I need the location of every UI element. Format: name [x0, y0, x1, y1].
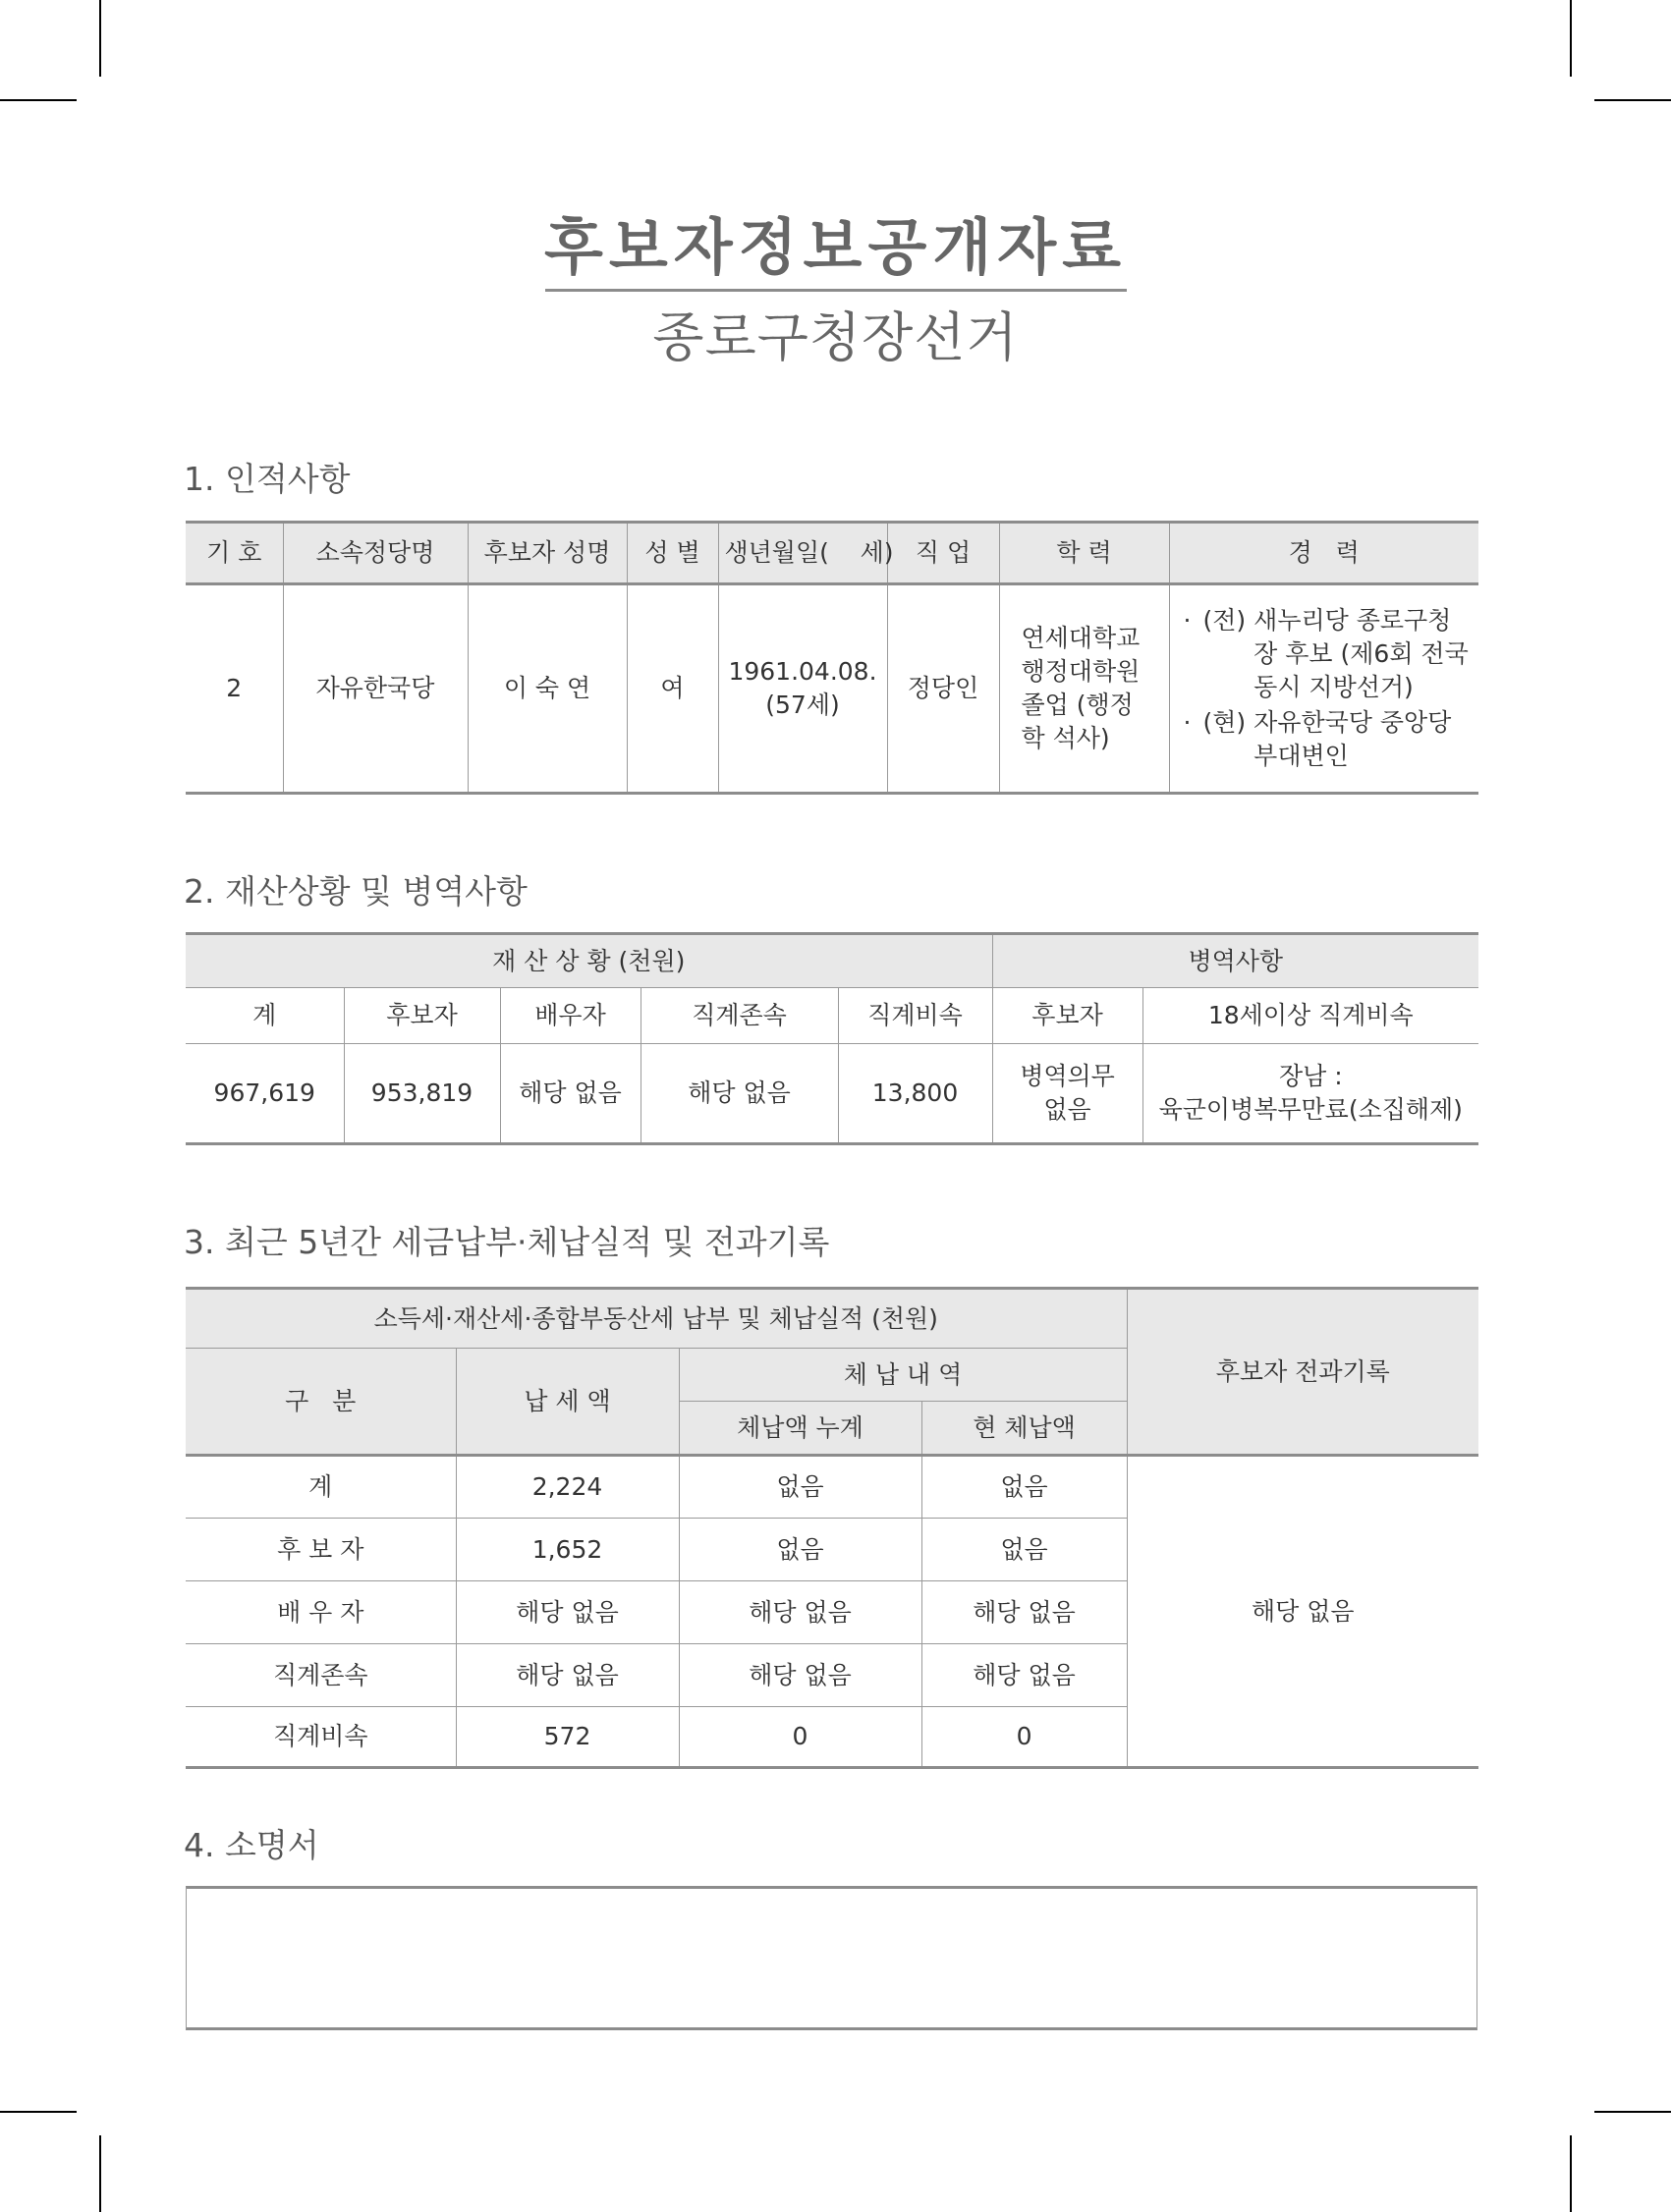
cell-military-descendants	[1142, 1044, 1478, 1144]
header-number: 기 호	[186, 523, 283, 584]
header-candidate: 후보자	[344, 988, 500, 1044]
career-item	[1184, 604, 1470, 704]
cell-total: 967,619	[186, 1044, 344, 1144]
cell-category: 후 보 자	[186, 1519, 456, 1581]
crop-mark-bottom-left-horizontal	[0, 2111, 77, 2113]
header-paid: 납 세 액	[456, 1349, 679, 1456]
tax-criminal-table	[186, 1287, 1478, 1769]
section-heading-personal: 1. 인적사항	[184, 460, 351, 498]
cell-education: 연세대학교 행정대학원 졸업 (행정학 석사)	[999, 584, 1169, 794]
section-heading-statement: 4. 소명서	[184, 1826, 319, 1864]
header-spouse: 배우자	[500, 988, 641, 1044]
birth-date: 1961.04.08.	[728, 657, 877, 686]
military-descendant-relation: 장남 :	[1278, 1062, 1343, 1090]
bullet-icon: ·	[1183, 708, 1192, 737]
cell-spouse: 해당 없음	[500, 1044, 641, 1144]
cell-arrears-cumulative: 0	[679, 1707, 921, 1768]
header-category: 구 분	[186, 1349, 456, 1456]
title-divider	[545, 289, 1127, 292]
cell-arrears-current: 해당 없음	[921, 1581, 1127, 1644]
career-text: 새누리당 종로구청장 후보 (제6회 전국동시 지방선거)	[1253, 606, 1469, 701]
cell-criminal-record: 해당 없음	[1127, 1456, 1478, 1768]
cell-birth	[718, 584, 887, 794]
table-header-row	[186, 988, 1478, 1044]
table-row	[186, 1044, 1478, 1144]
career-item	[1184, 706, 1470, 773]
cell-paid: 2,224	[456, 1456, 679, 1519]
cell-category: 직계비속	[186, 1707, 456, 1768]
crop-mark-top-right-vertical	[1570, 0, 1572, 77]
crop-mark-bottom-right-vertical	[1570, 2135, 1572, 2212]
header-descendants: 직계비속	[838, 988, 992, 1044]
cell-arrears-current: 없음	[921, 1456, 1127, 1519]
header-ascendants: 직계존속	[641, 988, 838, 1044]
header-party: 소속정당명	[283, 523, 468, 584]
cell-candidate: 953,819	[344, 1044, 500, 1144]
header-name: 후보자 성명	[468, 523, 627, 584]
assets-military-table	[186, 932, 1478, 1145]
header-gender: 성 별	[627, 523, 718, 584]
cell-arrears-cumulative: 해당 없음	[679, 1644, 921, 1707]
section-heading-assets-military: 2. 재산상황 및 병역사항	[184, 872, 528, 911]
header-total: 계	[186, 988, 344, 1044]
cell-arrears-cumulative: 없음	[679, 1519, 921, 1581]
statement-box	[186, 1886, 1477, 2030]
cell-party: 자유한국당	[283, 584, 468, 794]
career-text: 자유한국당 중앙당 부대변인	[1253, 708, 1452, 770]
cell-arrears-current: 0	[921, 1707, 1127, 1768]
header-tax-group: 소득세·재산세·종합부동산세 납부 및 체납실적 (천원)	[186, 1289, 1127, 1349]
cell-job: 정당인	[887, 584, 999, 794]
document-subtitle: 종로구청장선거	[652, 306, 1019, 368]
cell-arrears-cumulative: 없음	[679, 1456, 921, 1519]
cell-military-candidate: 병역의무 없음	[992, 1044, 1142, 1144]
career-tag: (전)	[1202, 606, 1247, 635]
cell-number: 2	[186, 584, 283, 794]
table-header-row	[186, 523, 1478, 584]
cell-paid: 해당 없음	[456, 1581, 679, 1644]
table-group-header-row	[186, 934, 1478, 988]
cell-paid: 1,652	[456, 1519, 679, 1581]
table-group-header-row	[186, 1289, 1478, 1349]
cell-career	[1169, 584, 1478, 794]
cell-category: 계	[186, 1456, 456, 1519]
cell-ascendants: 해당 없음	[641, 1044, 838, 1144]
header-military-group: 병역사항	[992, 934, 1478, 988]
header-education: 학 력	[999, 523, 1169, 584]
header-arrears-current: 현 체납액	[921, 1402, 1127, 1456]
military-descendant-status: 육군이병복무만료(소집해제)	[1158, 1095, 1463, 1124]
cell-arrears-current: 없음	[921, 1519, 1127, 1581]
table-row	[186, 584, 1478, 794]
career-tag: (현)	[1202, 708, 1247, 737]
header-military-candidate: 후보자	[992, 988, 1142, 1044]
cell-gender: 여	[627, 584, 718, 794]
cell-descendants: 13,800	[838, 1044, 992, 1144]
personal-info-table	[186, 521, 1478, 795]
header-job: 직 업	[887, 523, 999, 584]
header-arrears-group: 체 납 내 역	[679, 1349, 1127, 1402]
crop-mark-top-left-horizontal	[0, 99, 77, 101]
cell-arrears-current: 해당 없음	[921, 1644, 1127, 1707]
age: (57세)	[765, 691, 840, 719]
section-heading-tax-criminal: 3. 최근 5년간 세금납부·체납실적 및 전과기록	[184, 1223, 830, 1261]
table-row	[186, 1456, 1478, 1519]
bullet-icon: ·	[1183, 606, 1192, 635]
header-birth: 생년월일( 세)	[718, 523, 887, 584]
header-arrears-cumulative: 체납액 누계	[679, 1402, 921, 1456]
cell-category: 직계존속	[186, 1644, 456, 1707]
cell-arrears-cumulative: 해당 없음	[679, 1581, 921, 1644]
cell-paid: 572	[456, 1707, 679, 1768]
crop-mark-top-right-horizontal	[1594, 99, 1671, 101]
cell-category: 배 우 자	[186, 1581, 456, 1644]
crop-mark-bottom-right-horizontal	[1594, 2111, 1671, 2113]
crop-mark-top-left-vertical	[99, 0, 101, 77]
document-title: 후보자정보공개자료	[543, 211, 1128, 283]
cell-name: 이 숙 연	[468, 584, 627, 794]
header-military-descendants: 18세이상 직계비속	[1142, 988, 1478, 1044]
crop-mark-bottom-left-vertical	[99, 2135, 101, 2212]
header-criminal-record: 후보자 전과기록	[1127, 1289, 1478, 1456]
header-career: 경 력	[1169, 523, 1478, 584]
header-assets-group: 재 산 상 황 (천원)	[186, 934, 992, 988]
cell-paid: 해당 없음	[456, 1644, 679, 1707]
